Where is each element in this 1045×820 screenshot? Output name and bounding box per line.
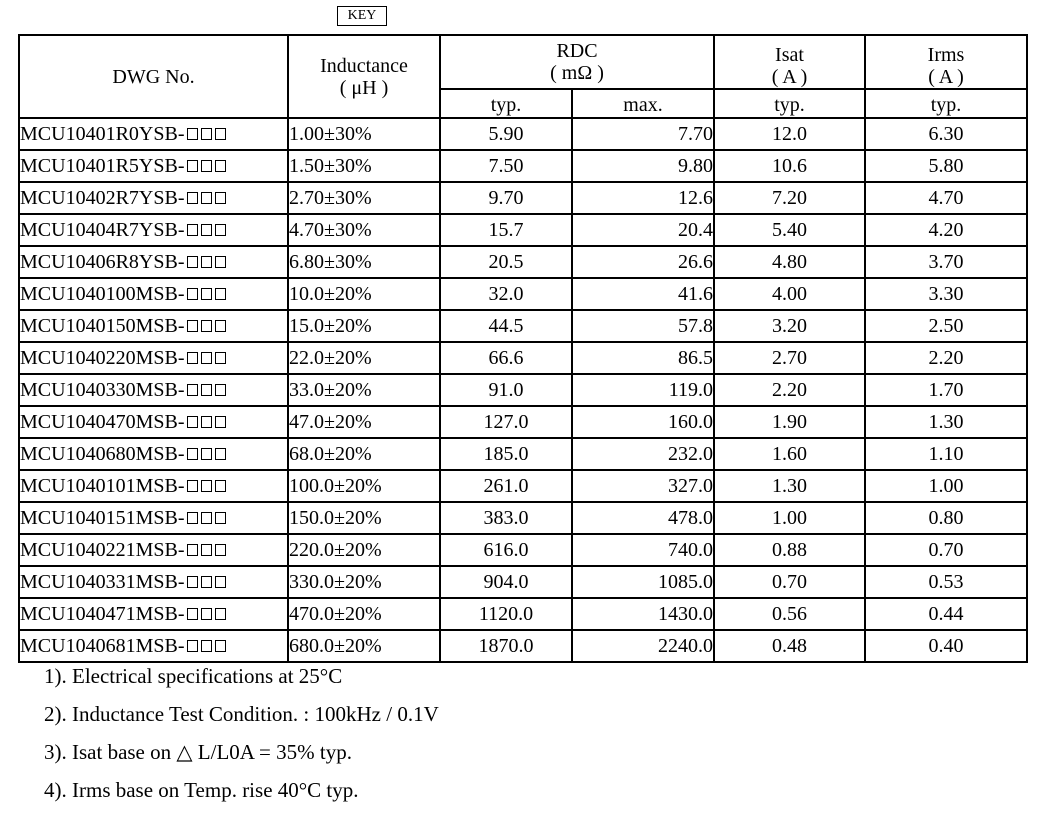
table-row xyxy=(19,118,1027,150)
cell-rdc-max-text: 160.0 xyxy=(668,411,713,433)
table-row xyxy=(19,182,1027,214)
placeholder-box-icon xyxy=(215,576,226,588)
cell-rdc-typ xyxy=(440,598,572,630)
cell-rdc-max-text: 119.0 xyxy=(668,379,713,401)
cell-inductance-text: 2.70±30% xyxy=(289,187,372,209)
cell-rdc-typ xyxy=(440,182,572,214)
cell-dwg xyxy=(19,438,288,470)
placeholder-box-icon xyxy=(187,576,198,588)
cell-irms xyxy=(865,150,1027,182)
cell-dwg-text: MCU1040150MSB- xyxy=(20,315,185,337)
cell-irms xyxy=(865,630,1027,662)
cell-rdc-typ-text: 383.0 xyxy=(483,507,529,529)
cell-inductance-text: 6.80±30% xyxy=(289,251,372,273)
placeholder-box-icon xyxy=(215,320,226,332)
cell-irms xyxy=(865,598,1027,630)
cell-irms-text: 4.70 xyxy=(928,187,964,209)
cell-rdc-typ-text: 20.5 xyxy=(488,251,524,273)
cell-irms-text: 5.80 xyxy=(928,155,964,177)
cell-isat xyxy=(714,470,865,502)
cell-irms xyxy=(865,342,1027,374)
cell-irms xyxy=(865,470,1027,502)
cell-irms-text: 0.53 xyxy=(928,571,964,593)
placeholder-box-icon xyxy=(215,640,226,652)
cell-inductance-text: 47.0±20% xyxy=(289,411,372,433)
cell-dwg xyxy=(19,470,288,502)
cell-irms xyxy=(865,182,1027,214)
placeholder-box-icon xyxy=(187,512,198,524)
cell-rdc-typ xyxy=(440,470,572,502)
cell-isat xyxy=(714,150,865,182)
notes xyxy=(44,660,439,812)
cell-rdc-typ xyxy=(440,246,572,278)
cell-inductance xyxy=(288,438,440,470)
table-row xyxy=(19,566,1027,598)
cell-irms-text: 1.10 xyxy=(928,443,964,465)
cell-irms-text: 6.30 xyxy=(928,123,964,145)
cell-inductance-text: 10.0±20% xyxy=(289,283,372,305)
cell-inductance-text: 100.0±20% xyxy=(289,475,382,497)
cell-dwg-text: MCU1040331MSB- xyxy=(20,571,185,593)
cell-isat-text: 1.00 xyxy=(772,507,807,529)
cell-rdc-typ-text: 15.7 xyxy=(488,219,524,241)
placeholder-box-icon xyxy=(215,608,226,620)
cell-isat-text: 2.20 xyxy=(772,379,807,401)
placeholder-box-icon xyxy=(187,384,198,396)
cell-dwg xyxy=(19,374,288,406)
cell-isat xyxy=(714,118,865,150)
cell-isat-text: 1.90 xyxy=(772,411,807,433)
header-inductance-unit: ( μH ) xyxy=(339,76,389,99)
cell-isat-text: 1.60 xyxy=(772,443,807,465)
cell-rdc-typ xyxy=(440,310,572,342)
cell-rdc-max-text: 2240.0 xyxy=(658,635,713,657)
note-2: 2). Inductance Test Condition. : 100kHz / 0.1V xyxy=(44,702,439,726)
cell-isat-text: 0.48 xyxy=(772,635,807,657)
cell-inductance xyxy=(288,598,440,630)
cell-rdc-typ-text: 91.0 xyxy=(488,379,524,401)
table-row xyxy=(19,214,1027,246)
cell-rdc-max-text: 327.0 xyxy=(668,475,713,497)
cell-rdc-max xyxy=(572,598,714,630)
cell-irms xyxy=(865,310,1027,342)
cell-isat-text: 4.00 xyxy=(772,283,807,305)
placeholder-box-icon xyxy=(201,544,212,556)
cell-rdc-max-text: 41.6 xyxy=(678,283,713,305)
cell-rdc-typ xyxy=(440,150,572,182)
cell-isat xyxy=(714,534,865,566)
cell-rdc-typ-text: 616.0 xyxy=(483,539,529,561)
cell-rdc-typ xyxy=(440,438,572,470)
cell-rdc-max-text: 1085.0 xyxy=(658,571,713,593)
placeholder-box-icon xyxy=(201,576,212,588)
cell-irms-text: 3.30 xyxy=(928,283,964,305)
placeholder-box-icon xyxy=(187,192,198,204)
table-row xyxy=(19,310,1027,342)
header-rdc-label: RDC xyxy=(556,40,598,62)
cell-inductance-text: 68.0±20% xyxy=(289,443,372,465)
cell-isat xyxy=(714,342,865,374)
note-4: 4). Irms base on Temp. rise 40°C typ. xyxy=(44,778,359,802)
cell-dwg-text: MCU1040221MSB- xyxy=(20,539,185,561)
cell-rdc-max-text: 57.8 xyxy=(678,315,713,337)
placeholder-box-icon xyxy=(215,224,226,236)
header-irms xyxy=(865,35,1027,89)
cell-rdc-max-text: 232.0 xyxy=(668,443,713,465)
placeholder-box-icon xyxy=(201,256,212,268)
cell-inductance-text: 4.70±30% xyxy=(289,219,372,241)
cell-isat xyxy=(714,438,865,470)
cell-dwg xyxy=(19,342,288,374)
cell-inductance xyxy=(288,278,440,310)
cell-rdc-max-text: 478.0 xyxy=(668,507,713,529)
cell-rdc-max xyxy=(572,182,714,214)
cell-rdc-max xyxy=(572,630,714,662)
cell-dwg xyxy=(19,214,288,246)
table-row xyxy=(19,246,1027,278)
cell-rdc-typ-text: 261.0 xyxy=(483,475,529,497)
cell-irms-text: 0.80 xyxy=(928,507,964,529)
cell-rdc-typ-text: 44.5 xyxy=(488,315,524,337)
cell-rdc-typ-text: 185.0 xyxy=(483,443,529,465)
cell-dwg xyxy=(19,182,288,214)
cell-irms xyxy=(865,406,1027,438)
placeholder-box-icon xyxy=(215,352,226,364)
spec-table-body xyxy=(19,118,1027,662)
cell-irms-text: 0.40 xyxy=(928,635,964,657)
cell-rdc-max-text: 7.70 xyxy=(678,123,713,145)
cell-irms xyxy=(865,534,1027,566)
cell-rdc-typ xyxy=(440,630,572,662)
placeholder-box-icon xyxy=(187,160,198,172)
cell-dwg-text: MCU1040100MSB- xyxy=(20,283,185,305)
cell-irms-text: 1.00 xyxy=(928,475,964,497)
cell-rdc-typ xyxy=(440,214,572,246)
cell-irms xyxy=(865,246,1027,278)
cell-rdc-typ-text: 904.0 xyxy=(483,571,529,593)
cell-dwg-text: MCU1040681MSB- xyxy=(20,635,185,657)
cell-dwg xyxy=(19,150,288,182)
cell-isat-text: 3.20 xyxy=(772,315,807,337)
cell-dwg xyxy=(19,118,288,150)
cell-dwg-text: MCU1040680MSB- xyxy=(20,443,185,465)
cell-isat xyxy=(714,214,865,246)
cell-rdc-max-text: 12.6 xyxy=(678,187,713,209)
cell-irms-text: 3.70 xyxy=(928,251,964,273)
cell-rdc-typ-text: 7.50 xyxy=(488,155,524,177)
cell-rdc-max-text: 9.80 xyxy=(678,155,713,177)
cell-inductance xyxy=(288,534,440,566)
cell-isat-text: 1.30 xyxy=(772,475,807,497)
cell-rdc-typ-text: 127.0 xyxy=(483,411,529,433)
cell-inductance xyxy=(288,342,440,374)
cell-rdc-max xyxy=(572,534,714,566)
cell-rdc-max-text: 740.0 xyxy=(668,539,713,561)
cell-isat-text: 7.20 xyxy=(772,187,807,209)
placeholder-box-icon xyxy=(215,288,226,300)
header-inductance-label: Inductance xyxy=(320,54,408,77)
header-rdc xyxy=(440,35,714,89)
cell-irms-text: 2.50 xyxy=(928,315,964,337)
cell-inductance-text: 150.0±20% xyxy=(289,507,382,529)
cell-inductance-text: 15.0±20% xyxy=(289,315,372,337)
cell-isat-text: 0.56 xyxy=(772,603,807,625)
cell-rdc-max-text: 1430.0 xyxy=(658,603,713,625)
placeholder-box-icon xyxy=(215,512,226,524)
placeholder-box-icon xyxy=(201,416,212,428)
cell-irms xyxy=(865,502,1027,534)
cell-inductance xyxy=(288,182,440,214)
cell-isat xyxy=(714,502,865,534)
placeholder-box-icon xyxy=(201,480,212,492)
placeholder-box-icon xyxy=(201,288,212,300)
cell-rdc-max xyxy=(572,502,714,534)
table-row xyxy=(19,502,1027,534)
cell-rdc-max xyxy=(572,566,714,598)
placeholder-box-icon xyxy=(215,416,226,428)
header-isat-label: Isat xyxy=(775,44,804,66)
cell-isat-text: 4.80 xyxy=(772,251,807,273)
cell-inductance xyxy=(288,630,440,662)
cell-inductance xyxy=(288,310,440,342)
placeholder-box-icon xyxy=(201,640,212,652)
cell-rdc-max xyxy=(572,310,714,342)
cell-irms-text: 2.20 xyxy=(928,347,964,369)
placeholder-box-icon xyxy=(187,352,198,364)
placeholder-box-icon xyxy=(201,448,212,460)
cell-dwg-text: MCU1040330MSB- xyxy=(20,379,185,401)
header-rdc-typ: typ. xyxy=(440,89,572,118)
cell-rdc-max xyxy=(572,374,714,406)
header-irms-unit: ( A ) xyxy=(928,66,964,88)
cell-dwg-text: MCU1040220MSB- xyxy=(20,347,185,369)
cell-dwg xyxy=(19,278,288,310)
table-row xyxy=(19,406,1027,438)
table-row xyxy=(19,534,1027,566)
placeholder-box-icon xyxy=(215,192,226,204)
cell-irms xyxy=(865,438,1027,470)
cell-dwg xyxy=(19,534,288,566)
placeholder-box-icon xyxy=(187,640,198,652)
cell-dwg xyxy=(19,406,288,438)
cell-rdc-typ-text: 66.6 xyxy=(488,347,524,369)
placeholder-box-icon xyxy=(215,544,226,556)
cell-isat-text: 12.0 xyxy=(772,123,807,145)
note-1: 1). Electrical specifications at 25°C xyxy=(44,664,343,688)
placeholder-box-icon xyxy=(201,352,212,364)
header-rdc-unit: ( mΩ ) xyxy=(550,62,604,84)
table-row xyxy=(19,342,1027,374)
cell-inductance-text: 470.0±20% xyxy=(289,603,382,625)
cell-rdc-max xyxy=(572,150,714,182)
placeholder-box-icon xyxy=(187,256,198,268)
cell-rdc-typ xyxy=(440,502,572,534)
cell-rdc-max xyxy=(572,438,714,470)
table-row xyxy=(19,598,1027,630)
cell-irms-text: 0.70 xyxy=(928,539,964,561)
cell-isat xyxy=(714,406,865,438)
placeholder-box-icon xyxy=(201,384,212,396)
cell-dwg xyxy=(19,310,288,342)
placeholder-box-icon xyxy=(215,384,226,396)
header-isat-unit: ( A ) xyxy=(771,66,808,88)
table-row xyxy=(19,278,1027,310)
cell-inductance xyxy=(288,118,440,150)
placeholder-box-icon xyxy=(201,160,212,172)
cell-irms xyxy=(865,214,1027,246)
cell-isat xyxy=(714,374,865,406)
cell-dwg xyxy=(19,598,288,630)
cell-inductance xyxy=(288,214,440,246)
table-row xyxy=(19,150,1027,182)
cell-dwg-text: MCU1040470MSB- xyxy=(20,411,185,433)
cell-dwg xyxy=(19,502,288,534)
placeholder-box-icon xyxy=(201,320,212,332)
cell-rdc-max-text: 20.4 xyxy=(678,219,713,241)
table-row xyxy=(19,470,1027,502)
cell-irms-text: 4.20 xyxy=(928,219,964,241)
placeholder-box-icon xyxy=(215,480,226,492)
placeholder-box-icon xyxy=(187,480,198,492)
placeholder-box-icon xyxy=(187,608,198,620)
cell-rdc-max xyxy=(572,246,714,278)
note-3: 3). Isat base on △ L/L0A = 35% typ. xyxy=(44,740,352,764)
cell-isat xyxy=(714,182,865,214)
cell-inductance xyxy=(288,374,440,406)
cell-rdc-max xyxy=(572,342,714,374)
header-dwg: DWG No. xyxy=(19,35,288,118)
cell-dwg xyxy=(19,566,288,598)
cell-irms xyxy=(865,278,1027,310)
placeholder-box-icon xyxy=(201,512,212,524)
cell-dwg-text: MCU1040471MSB- xyxy=(20,603,185,625)
cell-inductance xyxy=(288,406,440,438)
cell-rdc-typ-text: 5.90 xyxy=(488,123,524,145)
cell-dwg xyxy=(19,246,288,278)
cell-isat xyxy=(714,630,865,662)
cell-inductance-text: 1.00±30% xyxy=(289,123,372,145)
cell-dwg-text: MCU10406R8YSB- xyxy=(20,251,185,273)
cell-rdc-max xyxy=(572,470,714,502)
cell-rdc-typ-text: 32.0 xyxy=(488,283,524,305)
placeholder-box-icon xyxy=(201,224,212,236)
cell-isat xyxy=(714,566,865,598)
cell-inductance-text: 22.0±20% xyxy=(289,347,372,369)
spec-table xyxy=(18,34,1028,663)
cell-rdc-typ-text: 1870.0 xyxy=(478,635,534,657)
placeholder-box-icon xyxy=(201,608,212,620)
cell-isat xyxy=(714,278,865,310)
table-row xyxy=(19,630,1027,662)
key-label: KEY xyxy=(337,6,387,26)
cell-inductance-text: 680.0±20% xyxy=(289,635,382,657)
cell-rdc-typ-text: 9.70 xyxy=(488,187,524,209)
cell-isat-text: 0.70 xyxy=(772,571,807,593)
cell-isat xyxy=(714,246,865,278)
cell-rdc-typ xyxy=(440,374,572,406)
cell-isat-text: 0.88 xyxy=(772,539,807,561)
placeholder-box-icon xyxy=(215,448,226,460)
cell-rdc-max xyxy=(572,214,714,246)
cell-isat-text: 10.6 xyxy=(772,155,807,177)
cell-irms xyxy=(865,374,1027,406)
cell-rdc-max xyxy=(572,406,714,438)
cell-rdc-typ xyxy=(440,566,572,598)
cell-dwg-text: MCU10401R0YSB- xyxy=(20,123,185,145)
header-isat xyxy=(714,35,865,89)
table-row xyxy=(19,374,1027,406)
placeholder-box-icon xyxy=(215,128,226,140)
cell-dwg-text: MCU10402R7YSB- xyxy=(20,187,185,209)
header-inductance xyxy=(288,35,440,118)
cell-inductance-text: 220.0±20% xyxy=(289,539,382,561)
table-row xyxy=(19,438,1027,470)
cell-inductance xyxy=(288,246,440,278)
placeholder-box-icon xyxy=(201,192,212,204)
placeholder-box-icon xyxy=(187,448,198,460)
cell-rdc-typ xyxy=(440,534,572,566)
cell-dwg-text: MCU1040101MSB- xyxy=(20,475,185,497)
cell-irms xyxy=(865,566,1027,598)
cell-rdc-typ xyxy=(440,406,572,438)
placeholder-box-icon xyxy=(201,128,212,140)
header-irms-typ: typ. xyxy=(865,89,1027,118)
cell-rdc-max-text: 26.6 xyxy=(678,251,713,273)
cell-irms-text: 1.30 xyxy=(928,411,964,433)
cell-rdc-max xyxy=(572,278,714,310)
cell-inductance-text: 33.0±20% xyxy=(289,379,372,401)
cell-dwg xyxy=(19,630,288,662)
cell-dwg-text: MCU1040151MSB- xyxy=(20,507,185,529)
cell-rdc-typ-text: 1120.0 xyxy=(478,603,534,625)
cell-irms xyxy=(865,118,1027,150)
header-irms-label: Irms xyxy=(927,44,965,66)
cell-inductance xyxy=(288,502,440,534)
cell-dwg-text: MCU10404R7YSB- xyxy=(20,219,185,241)
placeholder-box-icon xyxy=(187,320,198,332)
cell-inductance-text: 1.50±30% xyxy=(289,155,372,177)
placeholder-box-icon xyxy=(215,160,226,172)
placeholder-box-icon xyxy=(187,544,198,556)
placeholder-box-icon xyxy=(187,416,198,428)
cell-inductance xyxy=(288,150,440,182)
placeholder-box-icon xyxy=(215,256,226,268)
cell-isat-text: 2.70 xyxy=(772,347,807,369)
cell-rdc-typ xyxy=(440,118,572,150)
cell-rdc-typ xyxy=(440,278,572,310)
placeholder-box-icon xyxy=(187,288,198,300)
cell-isat-text: 5.40 xyxy=(772,219,807,241)
cell-isat xyxy=(714,598,865,630)
cell-dwg-text: MCU10401R5YSB- xyxy=(20,155,185,177)
cell-rdc-max xyxy=(572,118,714,150)
cell-inductance xyxy=(288,566,440,598)
cell-irms-text: 1.70 xyxy=(928,379,964,401)
header-isat-typ: typ. xyxy=(714,89,865,118)
cell-rdc-typ xyxy=(440,342,572,374)
header-rdc-max: max. xyxy=(572,89,714,118)
placeholder-box-icon xyxy=(187,128,198,140)
cell-inductance xyxy=(288,470,440,502)
cell-irms-text: 0.44 xyxy=(928,603,964,625)
cell-rdc-max-text: 86.5 xyxy=(678,347,713,369)
cell-inductance-text: 330.0±20% xyxy=(289,571,382,593)
cell-isat xyxy=(714,310,865,342)
placeholder-box-icon xyxy=(187,224,198,236)
